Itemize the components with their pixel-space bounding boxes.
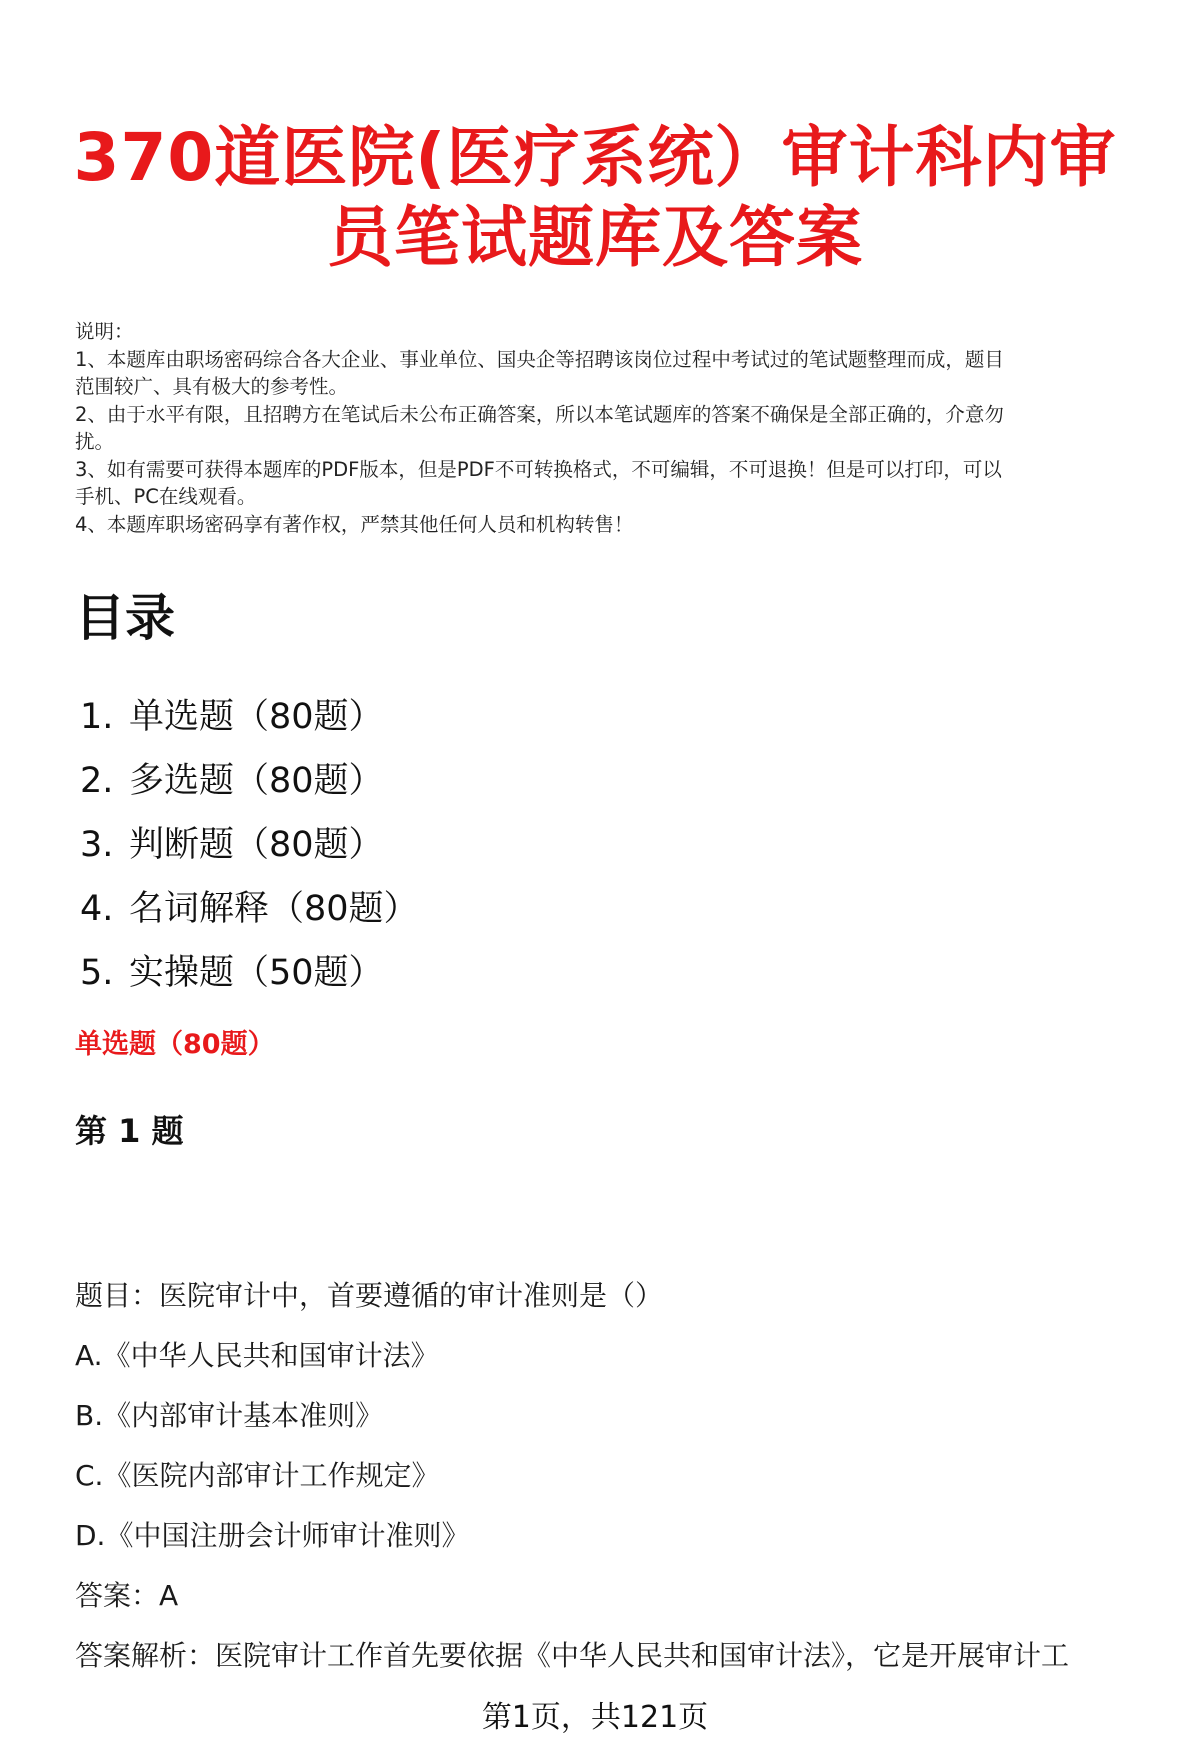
toc-item-label: 单选题（80题） <box>129 697 384 737</box>
toc-list <box>80 685 419 1005</box>
toc-item[interactable] <box>80 749 419 813</box>
section-title: 单选题（80题） <box>75 1029 275 1060</box>
notes-block <box>75 318 1150 538</box>
toc-item[interactable] <box>80 813 419 877</box>
toc-item[interactable] <box>80 877 419 941</box>
option-d: D.《中国注册会计师审计准则》 <box>75 1519 470 1552</box>
toc-item-number: 1. <box>80 697 114 737</box>
answer: 答案：A <box>75 1579 179 1612</box>
notes-line: 4、本题库职场密码享有著作权，严禁其他任何人员和机构转售！ <box>75 512 634 536</box>
notes-line: 扰。 <box>75 430 115 453</box>
toc-item-number: 3. <box>80 825 114 865</box>
toc-item-label: 名词解释（80题） <box>129 889 419 929</box>
toc-item[interactable] <box>80 685 419 749</box>
toc-item-number: 2. <box>80 761 114 801</box>
option-c: C.《医院内部审计工作规定》 <box>75 1459 440 1492</box>
toc-heading: 目录 <box>75 589 175 647</box>
question-stem: 题目：医院审计中，首要遵循的审计准则是（） <box>75 1279 664 1312</box>
toc-item-label: 实操题（50题） <box>129 953 384 993</box>
title-line-2: 员笔试题库及答案 <box>327 199 863 276</box>
notes-line: 1、本题库由职场密码综合各大企业、事业单位、国央企等招聘该岗位过程中考试过的笔试题整理而成，题目 <box>75 347 1004 371</box>
option-a: A.《中华人民共和国审计法》 <box>75 1339 439 1372</box>
notes-line: 范围较广、具有极大的参考性。 <box>75 375 349 398</box>
notes-heading: 说明： <box>75 320 134 343</box>
question-body <box>75 1266 1155 1686</box>
toc-item-label: 多选题（80题） <box>129 761 384 801</box>
notes-line: 3、如有需要可获得本题库的PDF版本，但是PDF不可转换格式，不可编辑，不可退换！但是可以打印，可以 <box>75 457 1002 481</box>
toc-item[interactable] <box>80 941 419 1005</box>
toc-item-number: 4. <box>80 889 114 929</box>
title-line-1: 370道医院(医疗系统）审计科内审 <box>73 119 1117 196</box>
notes-line: 2、由于水平有限，且招聘方在笔试后未公布正确答案，所以本笔试题库的答案不确保是全部正确的，介意勿 <box>75 402 1004 426</box>
document-title <box>60 118 1130 278</box>
notes-line: 手机、PC在线观看。 <box>75 485 257 508</box>
option-b: B.《内部审计基本准则》 <box>75 1399 384 1432</box>
toc-item-number: 5. <box>80 953 114 993</box>
question-heading: 第 1 题 <box>75 1112 184 1150</box>
page-footer: 第1页，共121页 <box>481 1700 709 1735</box>
answer-explanation: 答案解析：医院审计工作首先要依据《中华人民共和国审计法》，它是开展审计工 <box>75 1639 1070 1672</box>
toc-item-label: 判断题（80题） <box>129 825 384 865</box>
